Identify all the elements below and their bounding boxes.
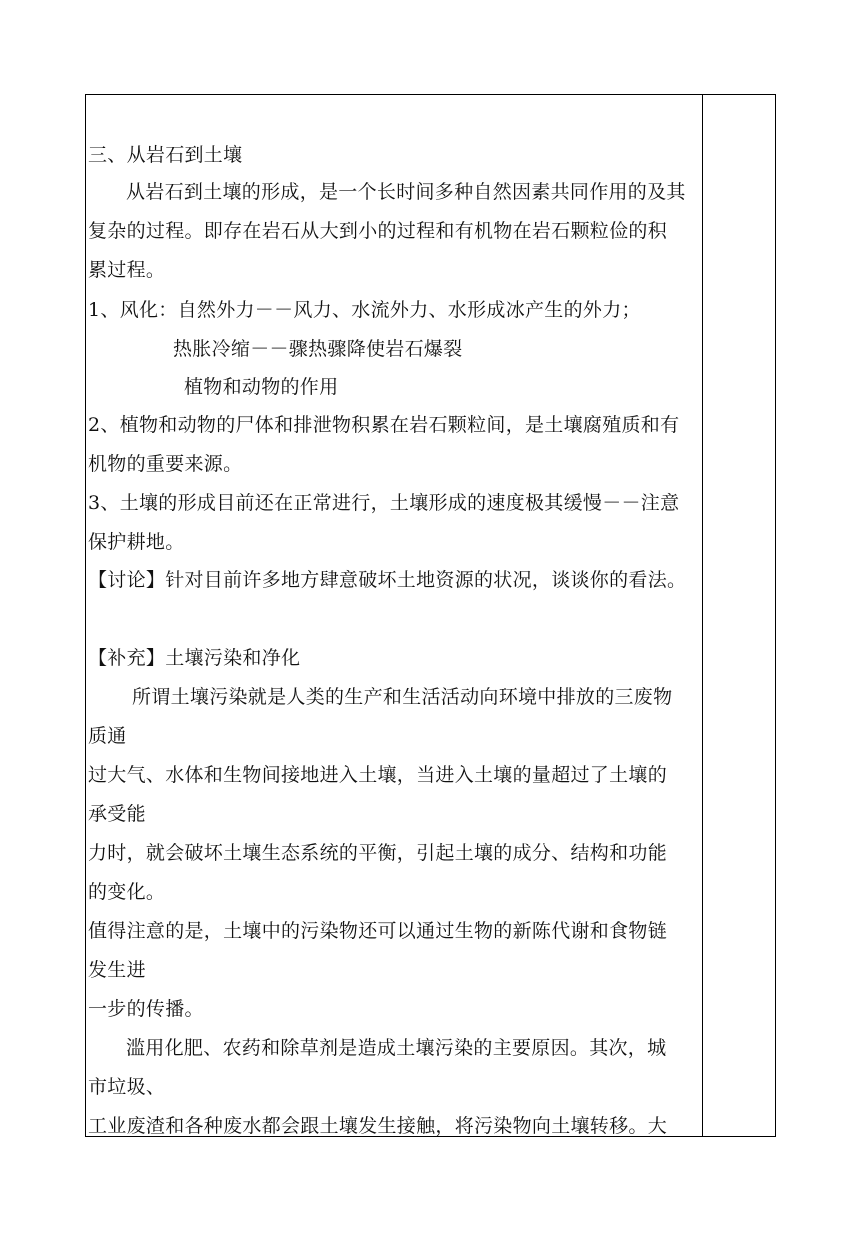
supplement-line: 的变化。 — [88, 881, 166, 903]
point1-main: 1、风化：自然外力－－风力、水流外力、水形成冰产生的外力； — [88, 299, 641, 321]
point2-line: 机物的重要来源。 — [88, 453, 243, 475]
supplement-line: 发生进 — [88, 959, 146, 981]
notes-cell — [703, 95, 775, 1136]
intro-paragraph-line: 复杂的过程。即存在岩石从大到小的过程和有机物在岩石颗粒俭的积 — [88, 220, 668, 242]
supplement-line: 力时，就会破坏土壤生态系统的平衡，引起土壤的成分、结构和功能 — [88, 842, 668, 864]
supplement-line: 工业废渣和各种废水都会跟土壤发生接触，将污染物向土壤转移。大 — [88, 1115, 668, 1136]
supplement-line: 滥用化肥、农药和除草剂是造成土壤污染的主要原因。其次，城 — [126, 1037, 667, 1059]
point1-sub-line: 植物和动物的作用 — [184, 376, 339, 398]
content-cell — [88, 95, 698, 1136]
point3-line: 保护耕地。 — [88, 531, 185, 553]
supplement-line: 一步的传播。 — [88, 998, 204, 1020]
section-heading: 三、从岩石到土壤 — [88, 144, 243, 166]
point2-line: 2、植物和动物的尸体和排泄物积累在岩石颗粒间，是土壤腐殖质和有 — [88, 414, 680, 436]
point3-line: 3、土壤的形成目前还在正常进行，土壤形成的速度极其缓慢－－注意 — [88, 492, 680, 514]
supplement-line: 值得注意的是，土壤中的污染物还可以通过生物的新陈代谢和食物链 — [88, 920, 668, 942]
supplement-line: 质通 — [88, 725, 127, 747]
supplement-line: 过大气、水体和生物间接地进入土壤，当进入土壤的量超过了土壤的 — [88, 764, 668, 786]
document-table — [85, 94, 776, 1137]
intro-paragraph-line: 累过程。 — [88, 259, 166, 281]
point1-sub-line: 热胀冷缩－－骤热骤降使岩石爆裂 — [173, 338, 463, 360]
supplement-line: 所谓土壤污染就是人类的生产和生活活动向环境中排放的三废物 — [132, 686, 673, 708]
supplement-line: 市垃圾、 — [88, 1076, 166, 1098]
supplement-heading: 【补充】土壤污染和净化 — [88, 647, 301, 669]
intro-paragraph-line: 从岩石到土壤的形成，是一个长时间多种自然因素共同作用的及其 — [126, 181, 686, 203]
supplement-line: 承受能 — [88, 803, 146, 825]
discussion-line: 【讨论】针对目前许多地方肆意破坏土地资源的状况，谈谈你的看法。 — [88, 569, 687, 591]
